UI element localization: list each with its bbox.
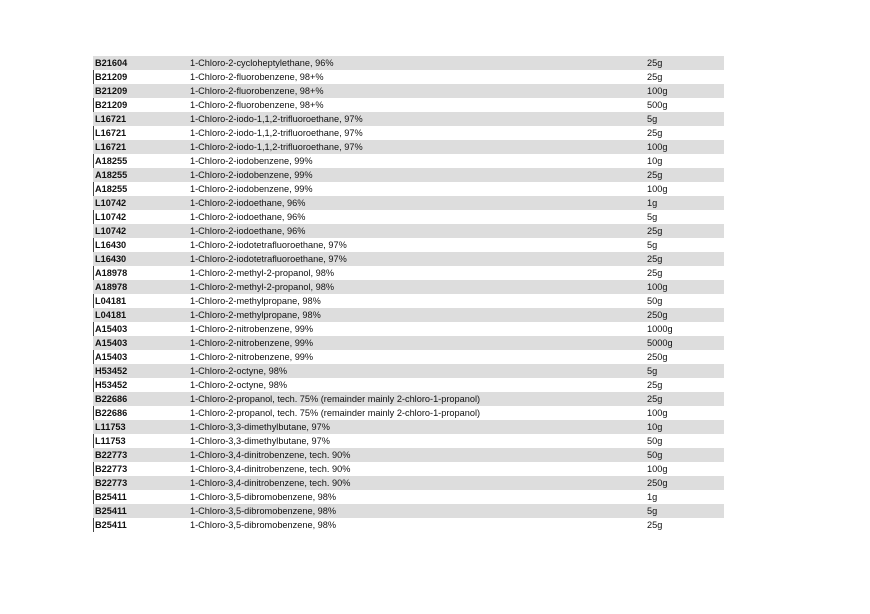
product-description-cell: 1-Chloro-3,4-dinitrobenzene, tech. 90% xyxy=(190,464,351,474)
product-description-cell: 1-Chloro-2-iodo-1,1,2-trifluoroethane, 97% xyxy=(190,128,363,138)
package-size-cell: 25g xyxy=(647,380,663,390)
product-code-cell: B25411 xyxy=(95,506,127,516)
product-description-cell: 1-Chloro-2-propanol, tech. 75% (remainder mainly 2-chloro-1-propanol) xyxy=(190,394,481,404)
package-size-cell: 250g xyxy=(647,478,668,488)
table-row xyxy=(93,322,724,336)
table-row xyxy=(93,112,724,126)
package-size-cell: 25g xyxy=(647,226,663,236)
package-size-cell: 10g xyxy=(647,422,663,432)
table-row xyxy=(93,56,724,70)
product-code-cell: L16721 xyxy=(95,114,127,124)
product-description-cell: 1-Chloro-3,5-dibromobenzene, 98% xyxy=(190,520,337,530)
package-size-cell: 5000g xyxy=(647,338,673,348)
package-size-cell: 1g xyxy=(647,492,658,502)
product-description-cell: 1-Chloro-2-iodotetrafluoroethane, 97% xyxy=(190,254,347,264)
product-code-cell: B22773 xyxy=(95,464,128,474)
table-row xyxy=(93,490,724,504)
product-code-cell: H53452 xyxy=(95,366,128,376)
package-size-cell: 100g xyxy=(647,86,668,96)
product-description-cell: 1-Chloro-3,4-dinitrobenzene, tech. 90% xyxy=(190,450,351,460)
product-code-cell: A18978 xyxy=(95,268,128,278)
table-row xyxy=(93,84,724,98)
table-row xyxy=(93,518,724,532)
product-code-cell: H53452 xyxy=(95,380,128,390)
package-size-cell: 100g xyxy=(647,408,668,418)
product-code-cell: B25411 xyxy=(95,492,127,502)
product-code-cell: B25411 xyxy=(95,520,127,530)
product-code-cell: A18978 xyxy=(95,282,128,292)
package-size-cell: 25g xyxy=(647,520,663,530)
table-row xyxy=(93,350,724,364)
package-size-cell: 25g xyxy=(647,268,663,278)
table-row xyxy=(93,434,724,448)
package-size-cell: 250g xyxy=(647,352,668,362)
package-size-cell: 1g xyxy=(647,198,658,208)
package-size-cell: 5g xyxy=(647,212,658,222)
table-row xyxy=(93,98,724,112)
product-code-cell: A18255 xyxy=(95,170,128,180)
product-code-cell: L16721 xyxy=(95,142,127,152)
product-description-cell: 1-Chloro-2-methylpropane, 98% xyxy=(190,296,321,306)
product-description-cell: 1-Chloro-2-fluorobenzene, 98+% xyxy=(190,72,324,82)
table-row xyxy=(93,154,724,168)
product-code-cell: A15403 xyxy=(95,338,128,348)
product-code-cell: A18255 xyxy=(95,184,128,194)
package-size-cell: 10g xyxy=(647,156,663,166)
package-size-cell: 500g xyxy=(647,100,668,110)
product-description-cell: 1-Chloro-2-iodo-1,1,2-trifluoroethane, 97% xyxy=(190,114,363,124)
table-row xyxy=(93,504,724,518)
table-row xyxy=(93,182,724,196)
product-description-cell: 1-Chloro-2-octyne, 98% xyxy=(190,380,288,390)
table-row xyxy=(93,210,724,224)
package-size-cell: 50g xyxy=(647,296,663,306)
product-description-cell: 1-Chloro-2-iodoethane, 96% xyxy=(190,226,306,236)
product-description-cell: 1-Chloro-3,5-dibromobenzene, 98% xyxy=(190,492,337,502)
product-description-cell: 1-Chloro-2-fluorobenzene, 98+% xyxy=(190,100,324,110)
package-size-cell: 25g xyxy=(647,128,663,138)
product-description-cell: 1-Chloro-2-iodotetrafluoroethane, 97% xyxy=(190,240,347,250)
product-description-cell: 1-Chloro-2-iodoethane, 96% xyxy=(190,198,306,208)
product-code-cell: B21209 xyxy=(95,100,128,110)
product-description-cell: 1-Chloro-2-cycloheptylethane, 96% xyxy=(190,58,334,68)
package-size-cell: 5g xyxy=(647,506,658,516)
table-row xyxy=(93,224,724,238)
package-size-cell: 50g xyxy=(647,450,663,460)
product-description-cell: 1-Chloro-2-nitrobenzene, 99% xyxy=(190,338,314,348)
product-code-cell: L16430 xyxy=(95,240,127,250)
product-code-cell: B21209 xyxy=(95,72,128,82)
product-code-cell: B22773 xyxy=(95,478,128,488)
product-description-cell: 1-Chloro-2-methylpropane, 98% xyxy=(190,310,321,320)
product-description-cell: 1-Chloro-2-fluorobenzene, 98+% xyxy=(190,86,324,96)
product-description-cell: 1-Chloro-2-methyl-2-propanol, 98% xyxy=(190,268,335,278)
package-size-cell: 5g xyxy=(647,114,658,124)
product-description-cell: 1-Chloro-2-methyl-2-propanol, 98% xyxy=(190,282,335,292)
product-description-cell: 1-Chloro-2-iodobenzene, 99% xyxy=(190,184,313,194)
table-row xyxy=(93,140,724,154)
product-code-cell: A15403 xyxy=(95,352,128,362)
product-code-cell: L16430 xyxy=(95,254,127,264)
product-table xyxy=(93,56,724,532)
product-code-cell: L10742 xyxy=(95,198,127,208)
table-row xyxy=(93,476,724,490)
table-row xyxy=(93,364,724,378)
product-description-cell: 1-Chloro-2-propanol, tech. 75% (remainder mainly 2-chloro-1-propanol) xyxy=(190,408,481,418)
package-size-cell: 5g xyxy=(647,240,658,250)
table-row xyxy=(93,378,724,392)
package-size-cell: 100g xyxy=(647,282,668,292)
table-row xyxy=(93,280,724,294)
product-description-cell: 1-Chloro-3,3-dimethylbutane, 97% xyxy=(190,422,330,432)
product-description-cell: 1-Chloro-2-nitrobenzene, 99% xyxy=(190,352,314,362)
package-size-cell: 50g xyxy=(647,436,663,446)
product-code-cell: B22773 xyxy=(95,450,128,460)
product-code-cell: B22686 xyxy=(95,408,128,418)
table-row xyxy=(93,126,724,140)
product-code-cell: B22686 xyxy=(95,394,128,404)
package-size-cell: 25g xyxy=(647,254,663,264)
table-row xyxy=(93,70,724,84)
table-row xyxy=(93,392,724,406)
table-row xyxy=(93,462,724,476)
product-description-cell: 1-Chloro-2-iodo-1,1,2-trifluoroethane, 97% xyxy=(190,142,363,152)
table-row xyxy=(93,252,724,266)
product-code-cell: B21604 xyxy=(95,58,128,68)
product-description-cell: 1-Chloro-2-iodobenzene, 99% xyxy=(190,170,313,180)
table-row xyxy=(93,448,724,462)
table-row xyxy=(93,266,724,280)
product-description-cell: 1-Chloro-3,3-dimethylbutane, 97% xyxy=(190,436,330,446)
product-description-cell: 1-Chloro-3,5-dibromobenzene, 98% xyxy=(190,506,337,516)
table-row xyxy=(93,168,724,182)
table-row xyxy=(93,238,724,252)
package-size-cell: 25g xyxy=(647,58,663,68)
table-row xyxy=(93,406,724,420)
package-size-cell: 100g xyxy=(647,464,668,474)
product-code-cell: B21209 xyxy=(95,86,128,96)
product-description-cell: 1-Chloro-2-octyne, 98% xyxy=(190,366,288,376)
package-size-cell: 25g xyxy=(647,72,663,82)
package-size-cell: 25g xyxy=(647,170,663,180)
package-size-cell: 25g xyxy=(647,394,663,404)
product-code-cell: L04181 xyxy=(95,310,127,320)
product-code-cell: L10742 xyxy=(95,212,127,222)
product-code-cell: L10742 xyxy=(95,226,127,236)
package-size-cell: 100g xyxy=(647,184,668,194)
table-row xyxy=(93,308,724,322)
table-row xyxy=(93,294,724,308)
product-description-cell: 1-Chloro-2-iodobenzene, 99% xyxy=(190,156,313,166)
product-code-cell: A15403 xyxy=(95,324,128,334)
product-description-cell: 1-Chloro-2-iodoethane, 96% xyxy=(190,212,306,222)
product-code-cell: A18255 xyxy=(95,156,128,166)
package-size-cell: 5g xyxy=(647,366,658,376)
product-code-cell: L11753 xyxy=(95,436,126,446)
product-code-cell: L16721 xyxy=(95,128,127,138)
table-row xyxy=(93,196,724,210)
product-description-cell: 1-Chloro-3,4-dinitrobenzene, tech. 90% xyxy=(190,478,351,488)
table-row xyxy=(93,336,724,350)
product-description-cell: 1-Chloro-2-nitrobenzene, 99% xyxy=(190,324,314,334)
package-size-cell: 1000g xyxy=(647,324,673,334)
package-size-cell: 250g xyxy=(647,310,668,320)
product-code-cell: L11753 xyxy=(95,422,126,432)
product-code-cell: L04181 xyxy=(95,296,127,306)
table-row xyxy=(93,420,724,434)
package-size-cell: 100g xyxy=(647,142,668,152)
